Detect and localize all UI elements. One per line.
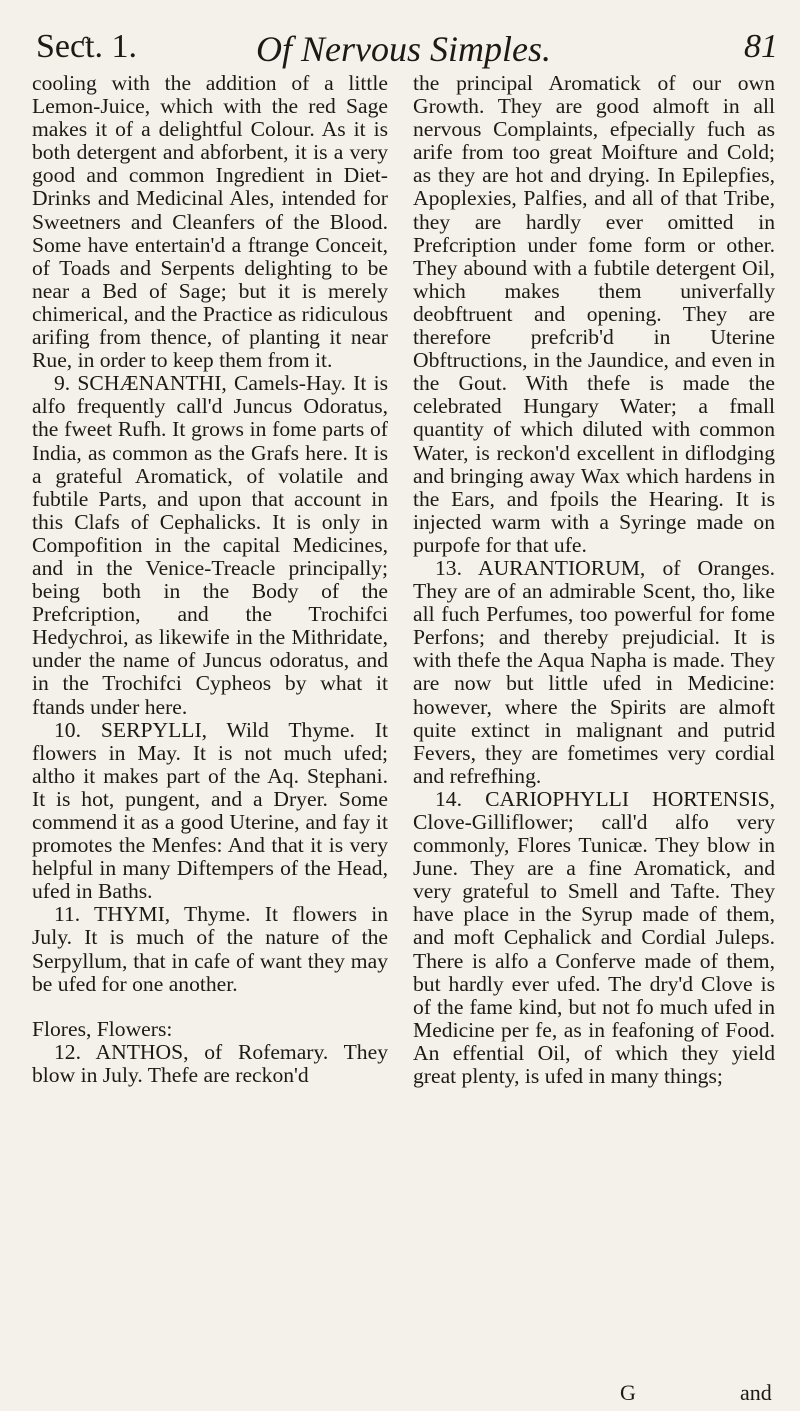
catchword: and: [740, 1380, 772, 1405]
paragraph: 9. SCHÆNANTHI, Camels-Hay. It is alfo frequently call'd Juncus Odoratus, the fweet Rufh. It grows in fome parts of India, as common as the Grafs here. It is a grateful Aromatick, of volatile and fubtile Parts, and upon that account in this Clafs of Cephalicks. It is only in Compofition in the capital Medicines, and in the Venice-Treacle principally; being both in the Body of the Prefcription, and the Trochifci Hedychroi, as likewife in the Mithridate, under the name of Juncus odoratus, and in the Trochifci Cypheos by what it ftands under here.: [32, 371, 388, 719]
paragraph: 12. ANTHOS, of Rofemary. They blow in July. Thefe are reckon'd: [32, 1039, 388, 1087]
paragraph: cooling with the addition of a little Lemon-Juice, which with the red Sage makes it of a delightful Colour. As it is both detergent and abforbent, it is a very good and common Ingredient in Diet-Drinks and Medicinal Ales, intended for Sweetners and Cleanfers of the Blood. Some have entertain'd a ftrange Conceit, of Toads and Serpents delighting to be near a Bed of Sage; but it is merely chimerical, and the Practice as ridiculous arifing from thence, of planting it near Rue, in order to keep them from it.: [32, 71, 388, 373]
subheading: Flores, Flowers:: [32, 1016, 173, 1041]
page-number: 81: [744, 28, 778, 65]
running-header: [36, 28, 778, 74]
paragraph: 14. CARIOPHYLLI HORTENSIS, Clove-Gilliflower; call'd alfo very commonly, Flores Tunicæ. They blow in June. They are a fine Aromatick, and very grateful to Smell and Tafte. They have place in the Syrup made of them, and moft Cephalick and Cordial Juleps. There is alfo a Conferve made of them, but hardly ever ufed. The dry'd Clove is of the fame kind, but not fo much ufed in Medicine per fe, as in feafoning of Food. An effential Oil, of which they yield great plenty, is ufed in many things;: [413, 786, 775, 1089]
paragraph: 10. SERPYLLI, Wild Thyme. It flowers in May. It is not much ufed; altho it makes part of the Aq. Stephani. It is hot, pungent, and a Dryer. Some commend it as a good Uterine, and fay it promotes the Menfes: And that it is very helpful in many Diftempers of the Head, ufed in Baths.: [32, 717, 388, 904]
section-label: Seƈt. 1.: [36, 28, 138, 65]
paragraph: 11. THYMI, Thyme. It flowers in July. It is much of the nature of the Serpyllum, that in cafe of want they may be ufed for one another.: [32, 902, 388, 996]
left-column: [32, 72, 388, 1087]
signature-mark: G: [620, 1380, 636, 1405]
paragraph: 13. AURANTIORUM, of Oranges. They are of an admirable Scent, tho, like all fuch Perfumes, too powerful for fome Perfons; and thereby prejudicial. It is with thefe the Aqua Napha is made. They are now but little ufed in Medicine: however, where the Spirits are almoft quite extinct in malignant and putrid Fevers, they are fometimes very cordial and refrefhing.: [413, 555, 775, 788]
paragraph: the principal Aromatick of our own Growth. They are good almoft in all nervous Complaints, efpecially fuch as arife from too great Moifture and Cold; as they are hot and drying. In Epilepfies, Apoplexies, Palfies, and all of that Tribe, they are hardly ever omitted in Prefcription under fome form or other. They abound with a fubtile detergent Oil, which makes them univerfally deobftruent and opening. They are therefore prefcrib'd in Uterine Obftructions, in the Jaundice, and even in the Gout. With thefe is made the celebrated Hungary Water; a fmall quantity of which diluted with common Water, is reckon'd excellent in diflodging and bringing away Wax which hardens in the Ears, and fpoils the Hearing. It is injected warm with a Syringe made on purpofe for that ufe.: [413, 71, 775, 557]
running-title: Of Nervous Simples.: [256, 29, 551, 69]
right-column: [413, 72, 775, 1088]
